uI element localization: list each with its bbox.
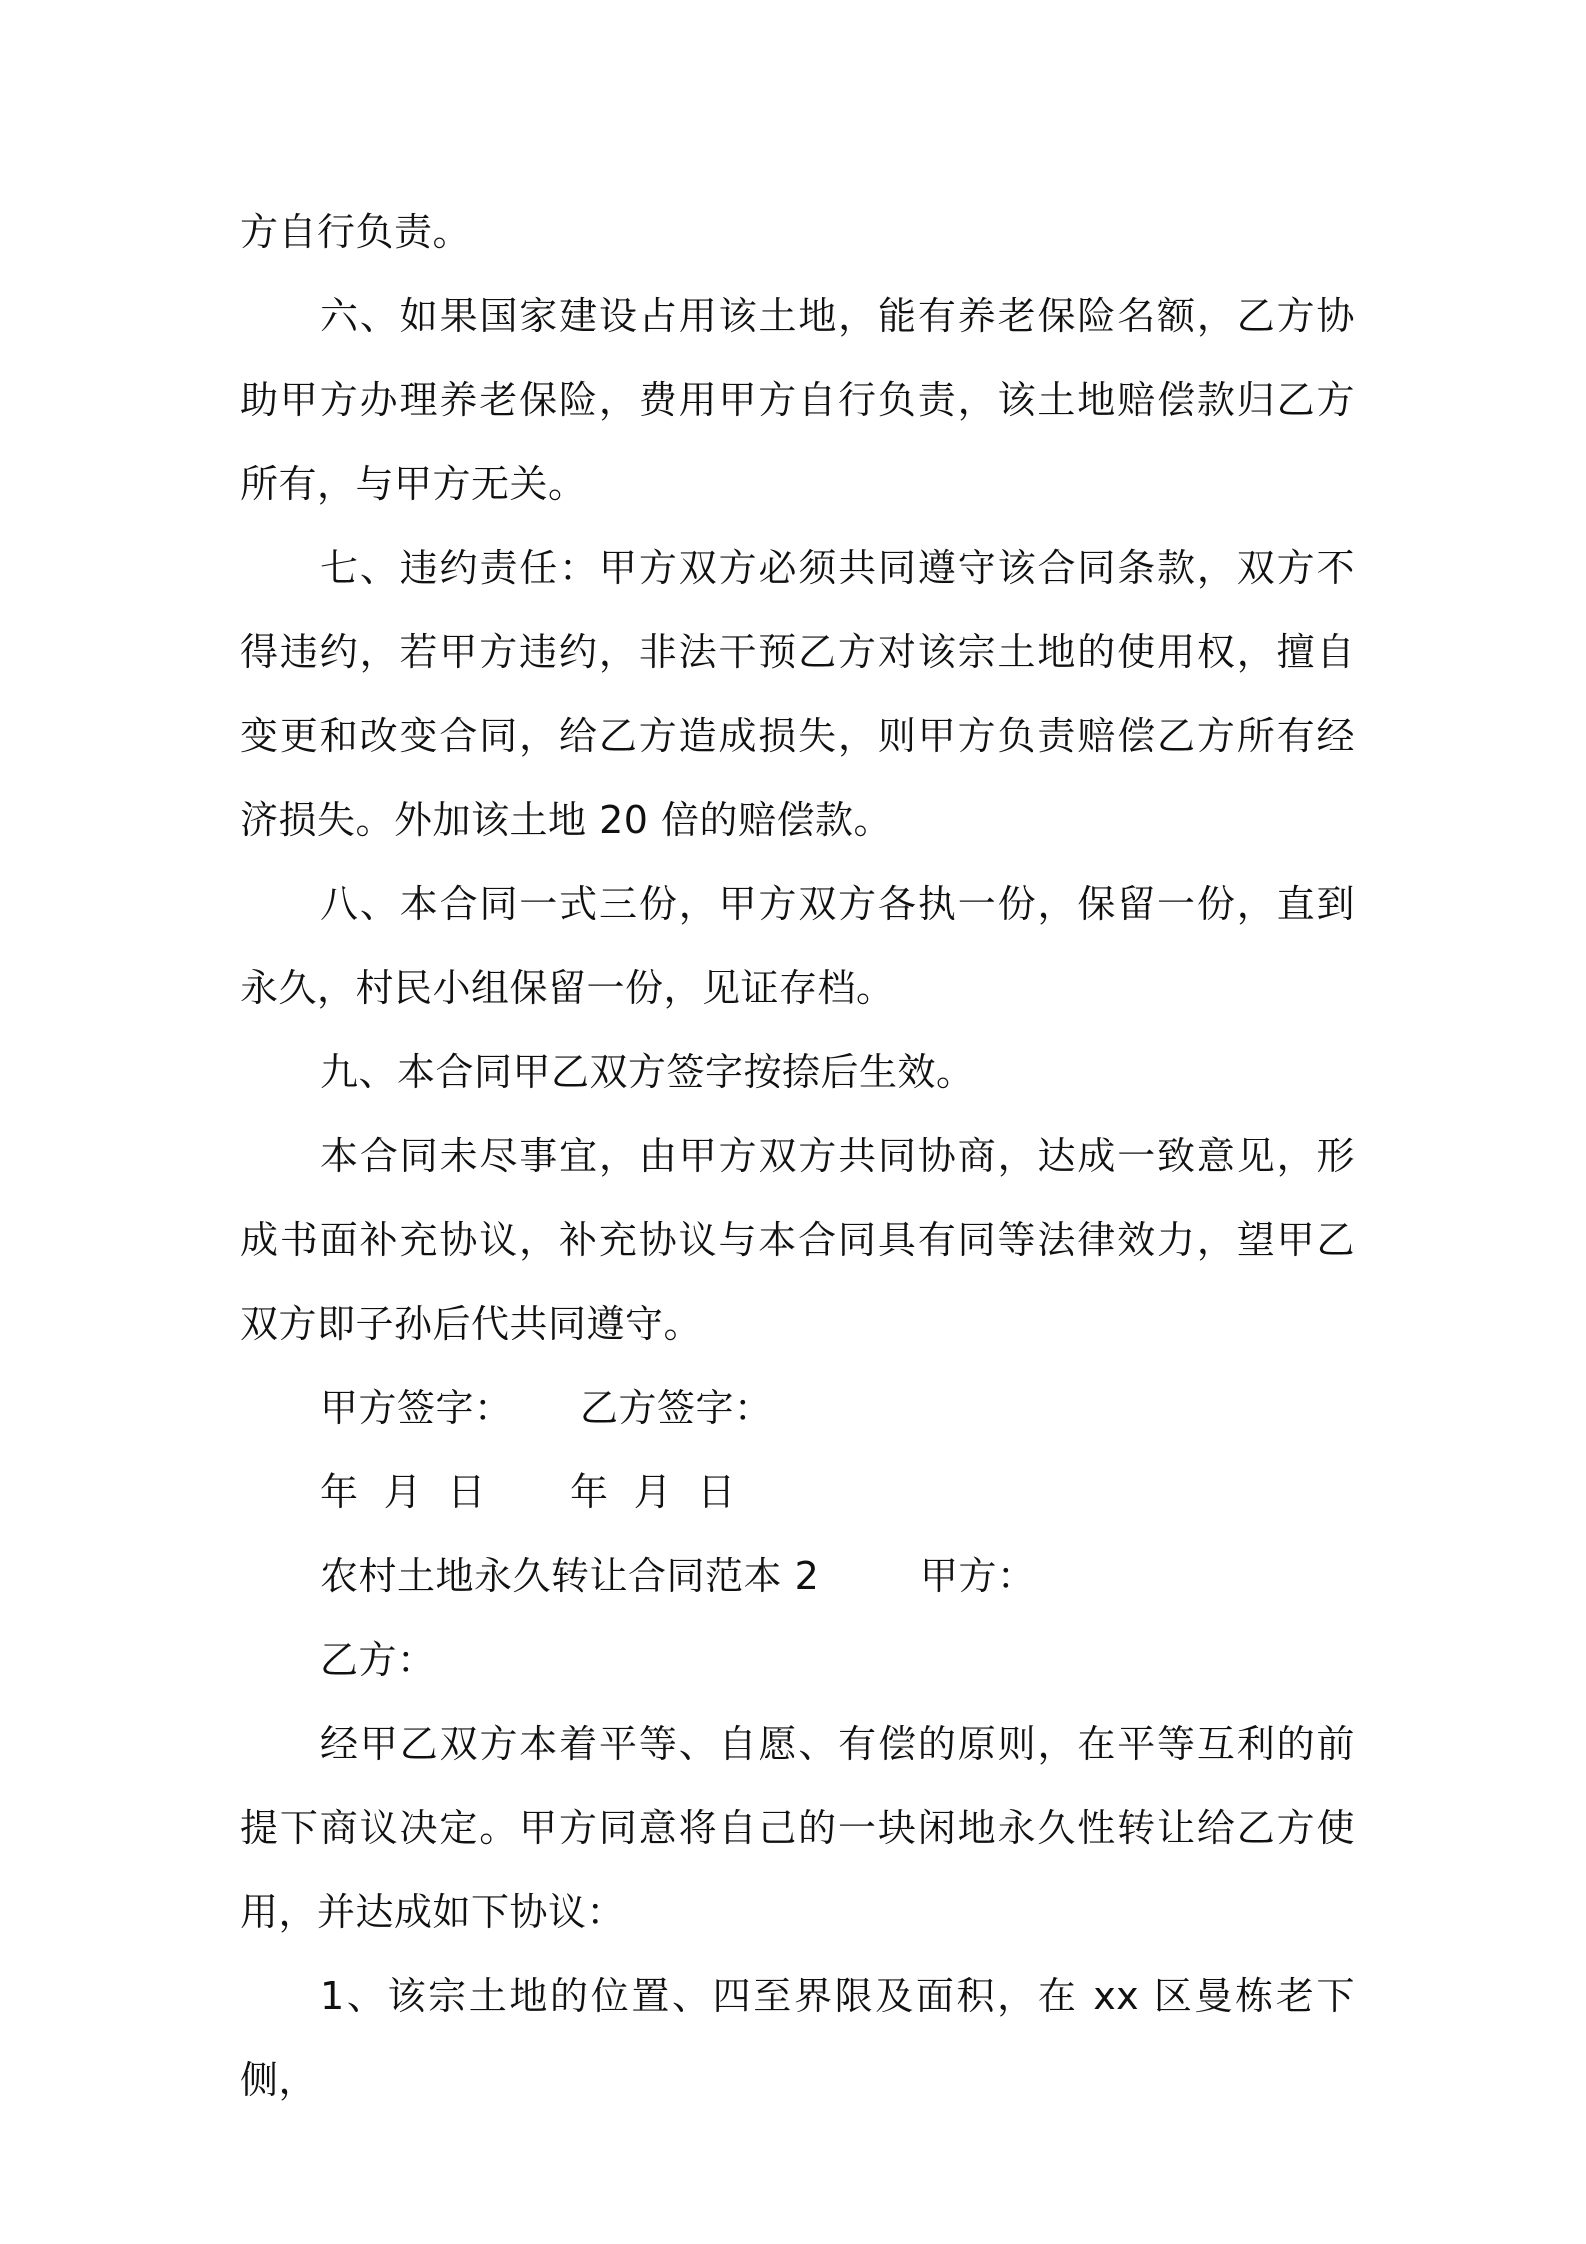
template2-preamble: 经甲乙双方本着平等、自愿、有偿的原则，在平等互利的前提下商议决定。甲方同意将自己的一块闲地永久性转让给乙方使用，并达成如下协议： — [240, 1722, 1355, 1934]
party-b-date: 年 月 日 — [570, 1470, 736, 1514]
paragraph-supplementary: 本合同未尽事宜，由甲方双方共同协商，达成一致意见，形成书面补充协议，补充协议与本合同具有同等法律效力，望甲乙双方即子孙后代共同遵守。 — [240, 1134, 1355, 1346]
party-a-signature-label: 甲方签字： — [320, 1386, 513, 1430]
paragraph-clause-9: 九、本合同甲乙双方签字按捺后生效。 — [320, 1050, 975, 1094]
paragraph-continuation: 方自行负责。 — [240, 210, 472, 254]
party-a-date: 年 月 日 — [320, 1470, 486, 1514]
template2-party-b-label: 乙方： — [320, 1638, 436, 1682]
signature-row — [240, 1366, 1355, 1450]
paragraph-clause-7: 七、违约责任：甲方双方必须共同遵守该合同条款，双方不得违约，若甲方违约，非法干预乙方对该宗土地的使用权，擅自变更和改变合同，给乙方造成损失，则甲方负责赔偿乙方所有经济损失。外加该土地 20 倍的赔偿款。 — [240, 546, 1355, 842]
document-body — [240, 190, 1355, 2122]
date-row — [240, 1450, 1355, 1534]
template2-clause-1: 1、该宗土地的位置、四至界限及面积，在 xx 区曼栋老下侧， — [240, 1974, 1355, 2102]
paragraph-clause-8: 八、本合同一式三份，甲方双方各执一份，保留一份，直到永久，村民小组保留一份，见证存档。 — [240, 882, 1355, 1010]
template2-party-a-label: 甲方： — [920, 1554, 1036, 1598]
party-b-signature-label: 乙方签字： — [580, 1386, 773, 1430]
template2-title-row — [240, 1534, 1355, 1618]
template2-title: 农村土地永久转让合同范本 2 — [320, 1554, 820, 1598]
paragraph-clause-6: 六、如果国家建设占用该土地，能有养老保险名额，乙方协助甲方办理养老保险，费用甲方自行负责，该土地赔偿款归乙方所有，与甲方无关。 — [240, 294, 1355, 506]
